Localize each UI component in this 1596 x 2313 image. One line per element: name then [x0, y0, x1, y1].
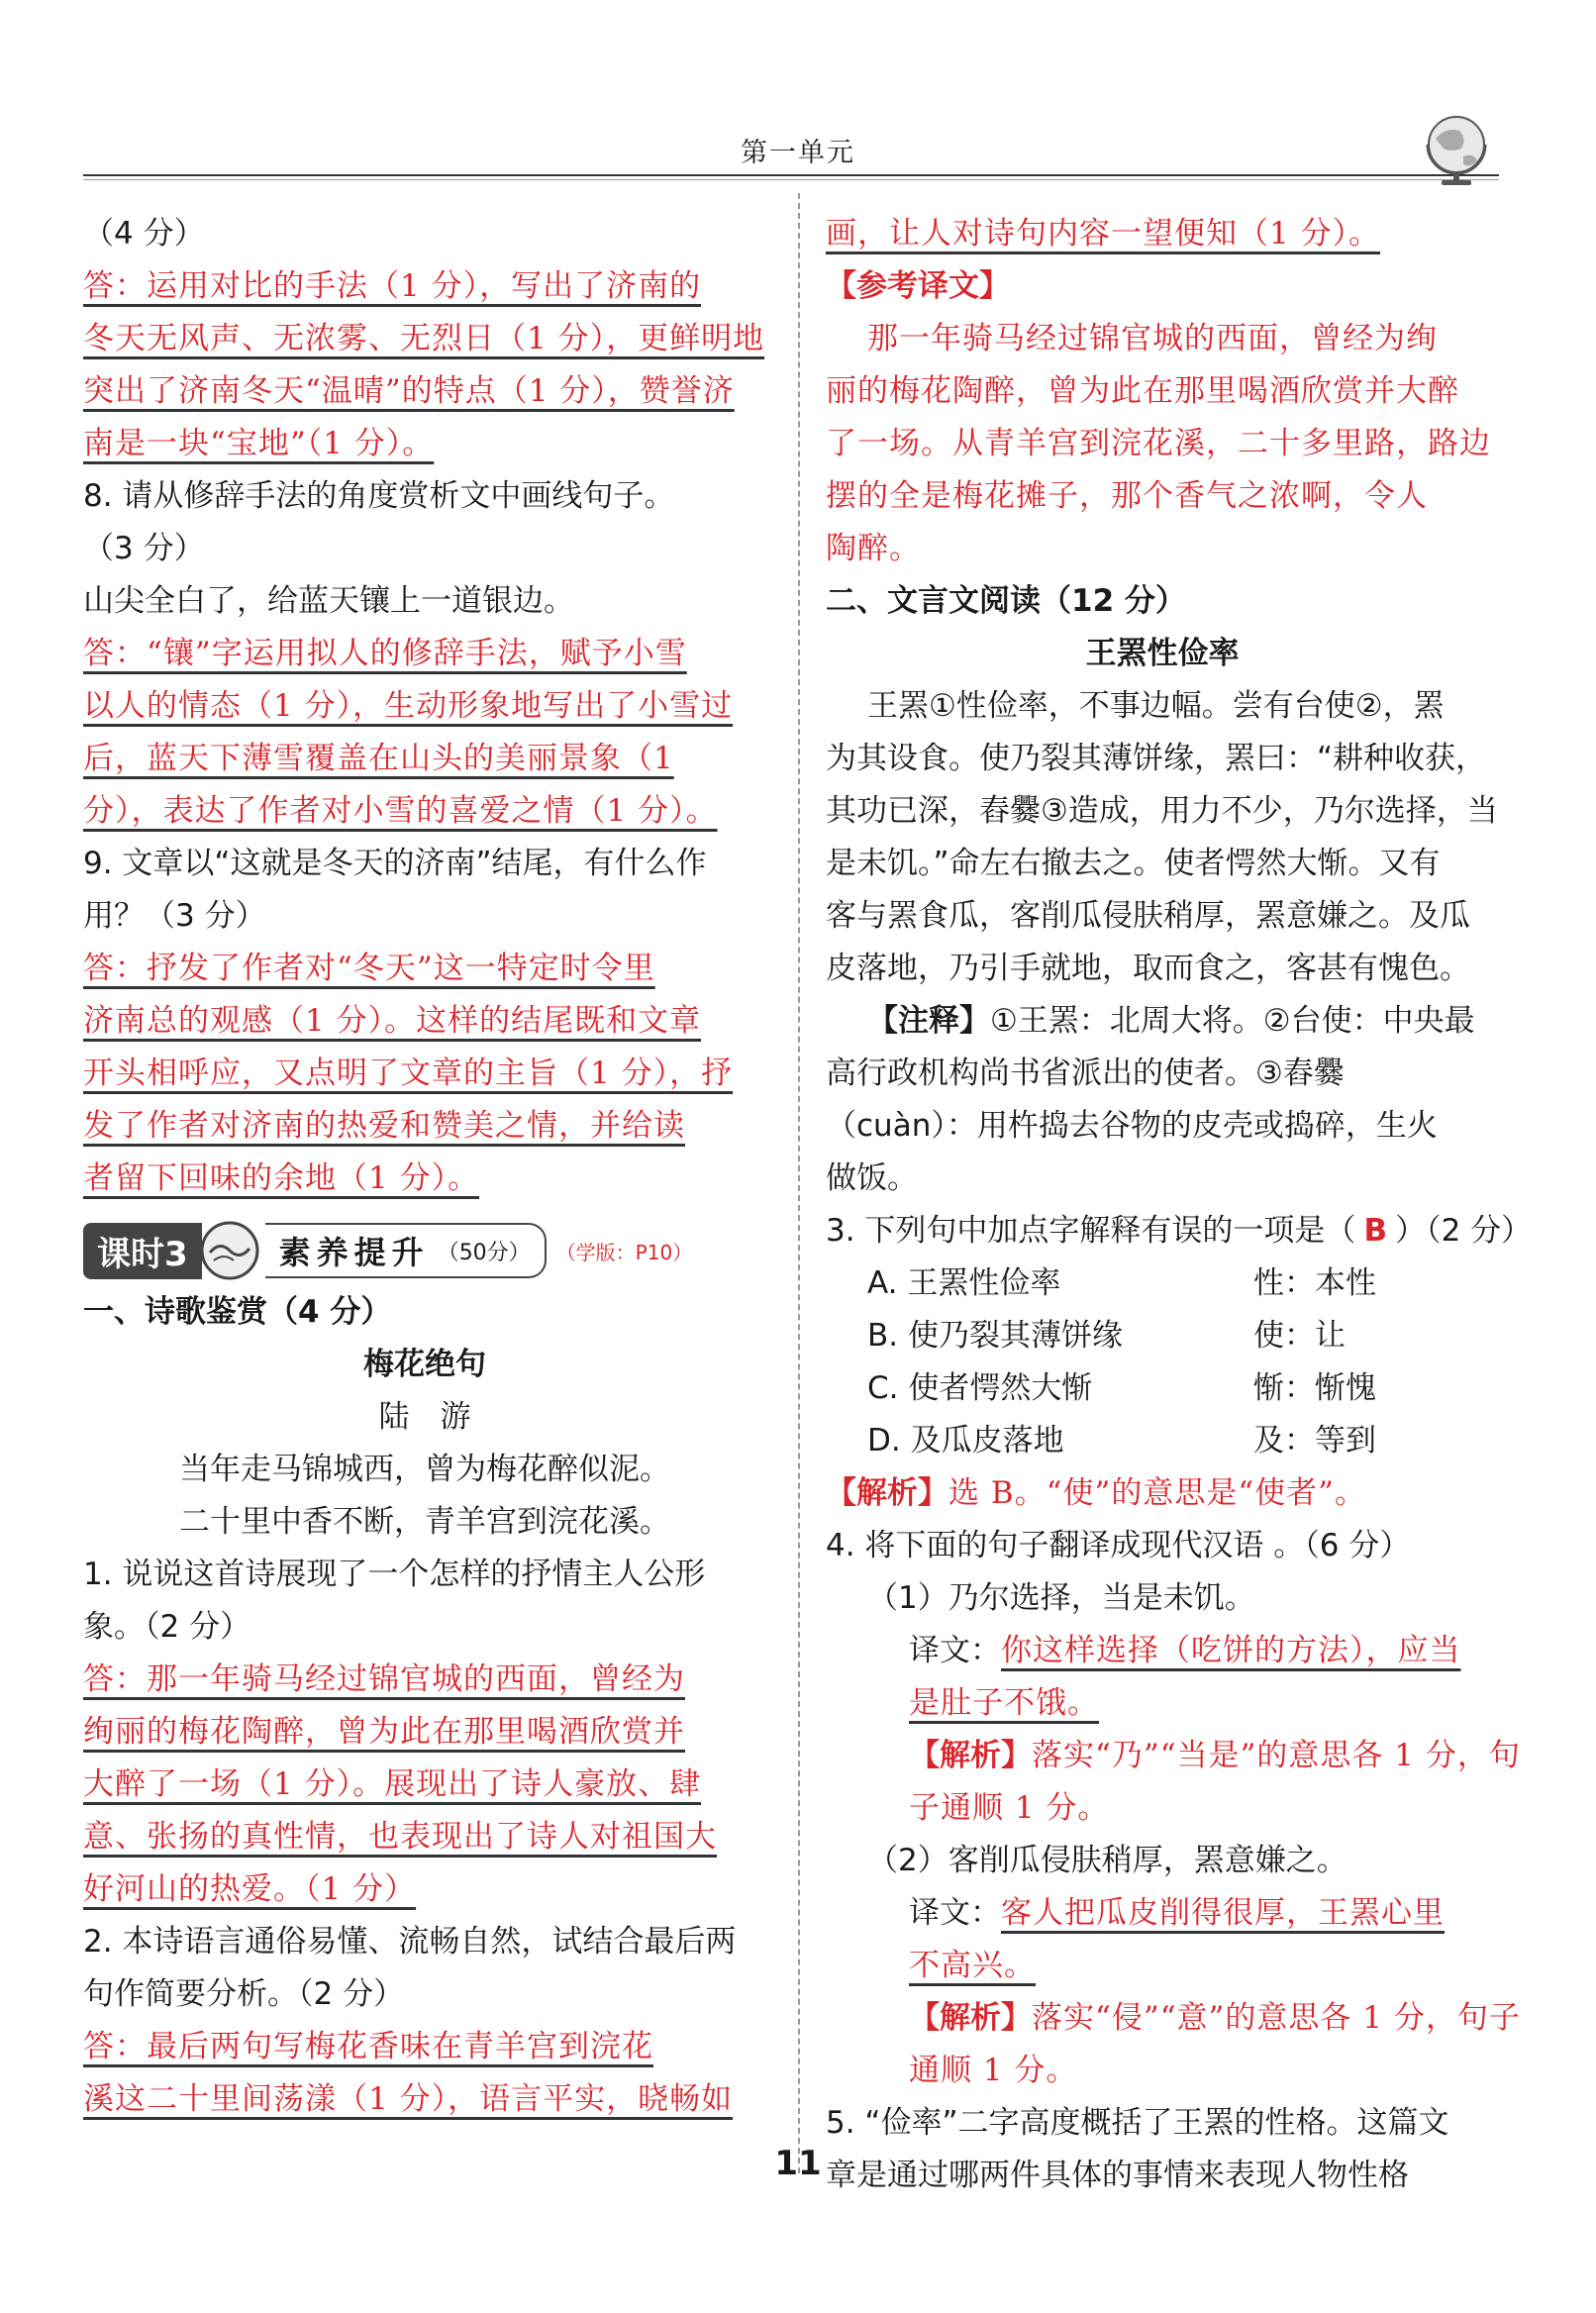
classical-text-line: 客与罴食瓜，客削瓜侵肤稍厚，罴意嫌之。及瓜: [826, 898, 1470, 934]
classical-text-line: 是未饥。”命左右撤去之。使者愕然大惭。又有: [826, 846, 1441, 881]
lesson-ref: （学版：P10）: [555, 1240, 693, 1264]
p2-prompt: 2. 本诗语言通俗易懂、流畅自然，试结合最后两: [83, 1924, 737, 1960]
annotation-line: 高行政机构尚书省派出的使者。③舂爨: [826, 1056, 1345, 1091]
q4-2-prompt: （2）客削瓜侵肤稍厚，罴意嫌之。: [867, 1843, 1347, 1878]
q3-prompt: 3. 下列句中加点字解释有误的一项是（ B ）（2 分）: [826, 1213, 1533, 1249]
classical-text-line: 皮落地，乃引手就地，取而食之，客甚有愧色。: [826, 951, 1470, 986]
q7-answer-line: 答：运用对比的手法（1 分），写出了济南的: [83, 268, 702, 304]
poem-line: 二十里中香不断，青羊宫到浣花溪。: [179, 1504, 670, 1540]
annotation-line: 【注释】①王罴：北周大将。②台使：中央最: [867, 1003, 1475, 1039]
lesson-number: 课时3: [83, 1223, 202, 1279]
q8-quote: 山尖全白了，给蓝天镶上一道银边。: [83, 583, 574, 619]
lesson-badge-icon: [196, 1219, 265, 1282]
q3-option: D. 及瓜皮落地 及：等到: [867, 1423, 1376, 1458]
poem-line: 当年走马锦城西，曾为梅花醉似泥。: [179, 1452, 670, 1487]
p1-answer-line: 意、张扬的真性情，也表现出了诗人对祖国大: [83, 1819, 717, 1855]
globe-icon: [1416, 109, 1497, 190]
p1-answer-line: 大醉了一场（1 分）。展现出了诗人豪放、肆: [83, 1766, 702, 1802]
section-heading: 一、诗歌鉴赏（4 分）: [83, 1294, 392, 1330]
reference-translation-tag: 【参考译文】: [826, 268, 1010, 304]
poem-author: 陆 游: [378, 1399, 471, 1435]
q4-2-translation: 译文：客人把瓜皮削得很厚，王罴心里: [909, 1895, 1445, 1931]
q4-1-translation: 是肚子不饿。: [909, 1685, 1099, 1721]
q7-score: （4 分）: [83, 216, 205, 251]
p2-prompt: 句作简要分析。（2 分）: [83, 1976, 405, 2012]
q3-option: C. 使者愕然大惭 惭：惭愧: [867, 1370, 1376, 1406]
q5-prompt: 章是通过哪两件具体的事情来表现人物性格: [826, 2158, 1409, 2193]
q4-2-analysis: 通顺 1 分。: [909, 2053, 1078, 2088]
q8-prompt: 8. 请从修辞手法的角度赏析文中画线句子。: [83, 478, 675, 514]
column-divider: [798, 193, 800, 2173]
q3-option: A. 王罴性俭率 性：本性: [867, 1265, 1376, 1301]
p1-prompt: 1. 说说这首诗展现了一个怎样的抒情主人公形: [83, 1557, 706, 1592]
q9-prompt: 9. 文章以“这就是冬天的济南”结尾，有什么作: [83, 846, 707, 881]
q5-prompt: 5. “俭率”二字高度概括了王罴的性格。这篇文: [826, 2105, 1449, 2141]
header-rule-thin: [83, 179, 1499, 180]
q8-prompt: （3 分）: [83, 531, 205, 566]
q4-1-prompt: （1）乃尔选择，当是未饥。: [867, 1580, 1255, 1616]
reference-translation-line: 陶醉。: [826, 531, 921, 566]
lesson-label-text: 素养提升: [278, 1234, 430, 1271]
section-heading: 二、文言文阅读（12 分）: [826, 583, 1186, 619]
q4-2-translation: 不高兴。: [909, 1948, 1036, 1983]
q7-answer-line: 冬天无风声、无浓雾、无烈日（1 分），更鲜明地: [83, 321, 765, 356]
p1-prompt: 象。（2 分）: [83, 1609, 251, 1645]
q9-answer-line: 者留下回味的余地（1 分）。: [83, 1160, 480, 1196]
p1-answer-line: 答：那一年骑马经过锦官城的西面，曾经为: [83, 1661, 685, 1697]
lesson-banner: [83, 1219, 766, 1282]
q9-prompt: 用？（3 分）: [83, 898, 266, 934]
q7-answer-line: 突出了济南冬天“温晴”的特点（1 分），赞誉济: [83, 373, 735, 409]
page-number: 11: [774, 2144, 822, 2183]
q9-answer-line: 济南总的观感（1 分）。这样的结尾既和文章: [83, 1003, 702, 1039]
q8-answer-line: 后，蓝天下薄雪覆盖在山头的美丽景象（1: [83, 741, 674, 776]
q3-option: B. 使乃裂其薄饼缘 使：让: [867, 1318, 1346, 1354]
annotation-line: 做饭。: [826, 1160, 918, 1196]
q4-1-analysis: 子通顺 1 分。: [909, 1790, 1110, 1826]
q9-answer-line: 发了作者对济南的热爱和赞美之情，并给读: [83, 1108, 685, 1144]
reference-translation-line: 了一场。从青羊宫到浣花溪，二十多里路，路边: [826, 426, 1491, 461]
q9-answer-line: 答：抒发了作者对“冬天”这一特定时令里: [83, 951, 655, 986]
p2-answer-line: 溪这二十里间荡漾（1 分），语言平实，晓畅如: [83, 2081, 734, 2117]
lesson-score: （50分）: [437, 1240, 531, 1265]
q8-answer-line: 分），表达了作者对小雪的喜爱之情（1 分）。: [83, 793, 718, 829]
classical-text-line: 其功已深，舂爨③造成，用力不少，乃尔选择，当: [826, 793, 1498, 829]
q4-1-analysis: 【解析】落实“乃”“当是”的意思各 1 分，句: [909, 1738, 1521, 1773]
q4-2-analysis: 【解析】落实“侵”“意”的意思各 1 分，句子: [909, 2000, 1521, 2036]
reference-translation-line: 那一年骑马经过锦官城的西面，曾经为绚: [867, 321, 1438, 356]
lesson-label: [265, 1223, 547, 1278]
q8-answer-line: 以人的情态（1 分），生动形象地写出了小雪过: [83, 688, 734, 724]
p2-answer-line: 画，让人对诗句内容一望便知（1 分）。: [826, 216, 1381, 251]
reference-translation-line: 摆的全是梅花摊子，那个香气之浓啊，令人: [826, 478, 1428, 514]
left-column: [83, 208, 766, 2126]
page-header-title: 第一单元: [741, 138, 855, 168]
q4-1-translation: 译文：你这样选择（吃饼的方法），应当: [909, 1633, 1461, 1668]
annotation-line: （cuàn）：用杵捣去谷物的皮壳或捣碎，生火: [826, 1108, 1438, 1144]
p1-answer-line: 好河山的热爱。（1 分）: [83, 1871, 417, 1907]
p2-answer-line: 答：最后两句写梅花香味在青羊宫到浣花: [83, 2029, 653, 2064]
q4-prompt: 4. 将下面的句子翻译成现代汉语 。（6 分）: [826, 1528, 1411, 1563]
classical-text-line: 为其设食。使乃裂其薄饼缘，罴曰：“耕种收获，: [826, 741, 1487, 776]
q3-answer: B: [1363, 1213, 1388, 1249]
p1-answer-line: 绚丽的梅花陶醉，曾为此在那里喝酒欣赏并: [83, 1714, 685, 1750]
right-column: [826, 208, 1533, 2202]
header-rule: [83, 174, 1499, 176]
poem-title: 梅花绝句: [363, 1347, 486, 1382]
q3-analysis: 【解析】选 B。“使”的意思是“使者”。: [826, 1475, 1367, 1511]
q8-answer-line: 答：“镶”字运用拟人的修辞手法，赋予小雪: [83, 636, 687, 671]
classical-text-line: 王罴①性俭率，不事边幅。尝有台使②，罴: [867, 688, 1445, 724]
q9-answer-line: 开头相呼应，又点明了文章的主旨（1 分），抒: [83, 1056, 734, 1091]
reference-translation-line: 丽的梅花陶醉，曾为此在那里喝酒欣赏并大醉: [826, 373, 1459, 409]
classical-text-title: 王罴性俭率: [1085, 636, 1240, 671]
q7-answer-line: 南是一块“宝地”（1 分）。: [83, 426, 435, 461]
annotation-tag: 【注释】: [867, 1003, 990, 1039]
